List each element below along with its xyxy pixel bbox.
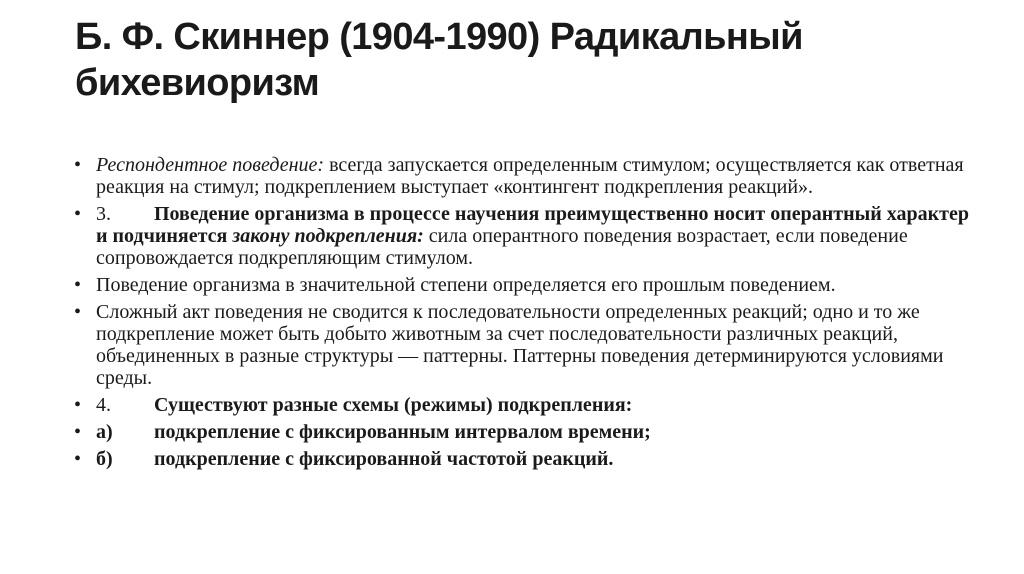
item-bold-text: Существуют разные схемы (режимы) подкрепления: xyxy=(154,394,633,416)
list-item xyxy=(72,274,972,296)
bullet-icon: • xyxy=(74,448,82,470)
bullet-icon: • xyxy=(74,421,82,443)
item-text: Поведение организма в значительной степени определяется его прошлым поведением. xyxy=(96,274,836,296)
bullet-icon: • xyxy=(74,154,82,176)
list-item xyxy=(72,421,972,443)
list-item xyxy=(72,154,972,198)
item-number: а) xyxy=(96,421,113,443)
item-bold-text: Поведение организма в процессе научения преимущественно носит оперантный характер и подчиняется xyxy=(96,203,969,247)
item-text: сила оперантного поведения возрастает, если поведение сопровождается подкрепляющим стимулом. xyxy=(96,225,908,269)
term-reinforcement-law: закону подкрепления: xyxy=(232,225,424,247)
bullet-list xyxy=(72,154,972,475)
item-number: б) xyxy=(96,448,113,470)
item-text: Сложный акт поведения не сводится к последовательности определенных реакций; одно и то же подкрепление может быть добыто животным за счет последовательности различных реакций, объединенных в разные структуры — паттерны. Паттерны поведения детерминируются условиями среды. xyxy=(96,301,944,389)
bullet-icon: • xyxy=(74,203,82,225)
list-item xyxy=(72,394,972,416)
term-respondent: Респондентное поведение: xyxy=(96,154,325,176)
item-bold-text: подкрепление с фиксированным интервалом времени; xyxy=(154,421,651,443)
slide-title: Б. Ф. Скиннер (1904-1990) Радикальный бихевиоризм xyxy=(75,16,803,104)
item-number: 4. xyxy=(96,394,111,416)
bullet-icon: • xyxy=(74,274,82,296)
bullet-icon: • xyxy=(74,301,82,323)
item-text: всегда запускается определенным стимулом; осуществляется как ответная реакция на стимул; подкреплением выступает «контингент подкрепления реакций». xyxy=(96,154,964,198)
item-bold-text: подкрепление с фиксированной частотой реакций. xyxy=(154,448,614,470)
list-item xyxy=(72,203,972,269)
list-item xyxy=(72,301,972,389)
item-number: 3. xyxy=(96,203,111,225)
bullet-icon: • xyxy=(74,394,82,416)
list-item xyxy=(72,448,972,470)
